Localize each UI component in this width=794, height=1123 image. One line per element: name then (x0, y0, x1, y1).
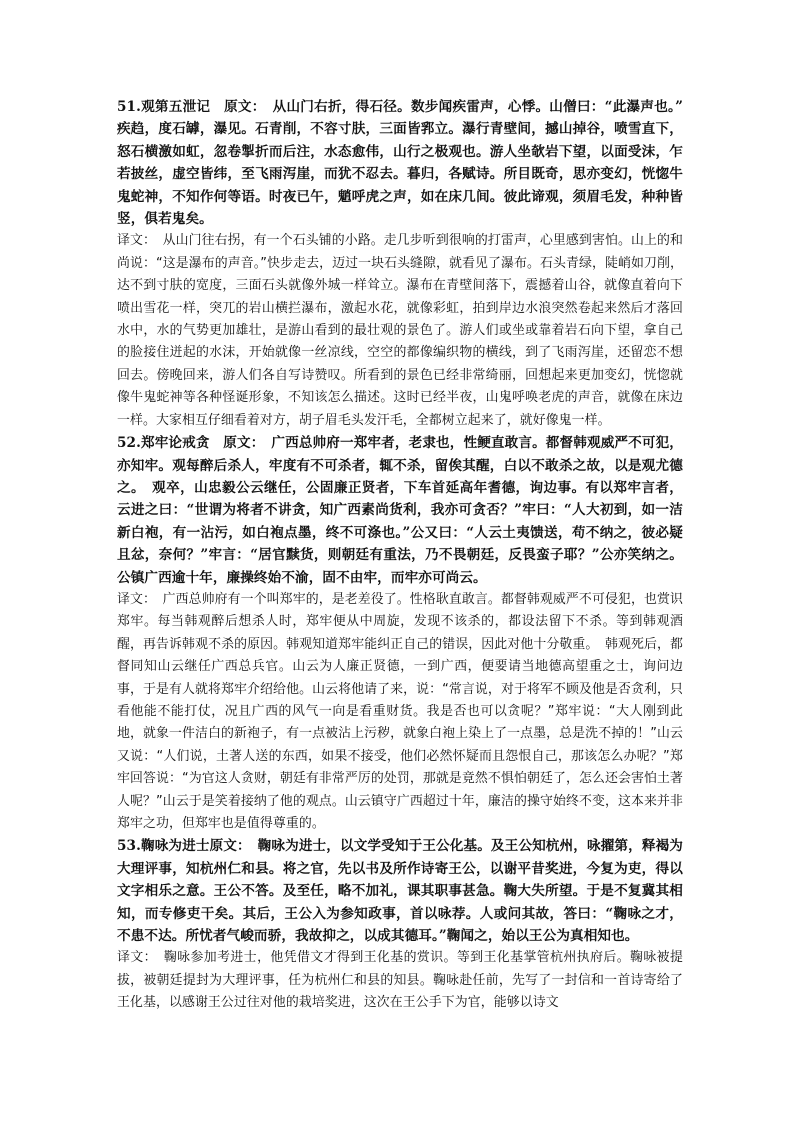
section-51-original: 51.观第五泄记 原文： 从山门右折，得石径。数步闻疾雷声，心悸。山僧曰：“此瀑声也。” 疾趋，度石罅，瀑见。石青削，不容寸肤，三面皆郛立。瀑行青壁间，撼山掉谷，喷雪直下，怒石横激如虹，忽卷掣折而后注，水态愈伟，山行之极观也。游人坐欹岩下望，以面受沫，乍若披丝，虚空皆纬，至飞雨泻崖，而犹不忍去。暮归，各赋诗。所目既奇，思亦变幻，恍惚牛鬼蛇神，不知作何等语。时夜已午，魈呼虎之声，如在床几间。彼此谛观，须眉毛发，种种皆竖，俱若鬼矣。 (117, 99, 683, 228)
section-51-translation: 译文： 从山门往右拐，有一个石头铺的小路。走几步听到很响的打雷声，心里感到害怕。山上的和尚说：“这是瀑布的声音。”快步走去，迈过一块石头缝隙，就看见了瀑布。石头青绿，陡峭如刀削，达不到寸肤的宽度，三面石头就像外城一样耸立。瀑布在青壁间落下，震撼着山谷，就像直着向下喷出雪花一样，突兀的岩山横拦瀑布，激起水花，就像彩虹，拍到岸边水浪突然卷起来然后才落回水中，水的气势更加雄壮，是游山看到的最壮观的景色了。游人们或坐或靠着岩石向下望，拿自己的脸接住迸起的水沫，开始就像一丝凉线，空空的都像编织物的横线，到了飞雨泻崖，还留恋不想回去。傍晚回来，游人们各自写诗赞叹。所看到的景色已经非常绮丽，回想起来更加变幻，恍惚就像牛鬼蛇神等各种怪诞形象，不知该怎么描述。这时已经半夜，山鬼呼唤老虎的声音，就像在床边一样。大家相互仔细看着对方，胡子眉毛头发汗毛，全都树立起来了，就好像鬼一样。 (117, 233, 683, 428)
section-52-original: 52.郑牢论戒贪 原文： 广西总帅府一郑牢者，老隶也，性鲠直敢言。都督韩观威严不可犯，亦知牢。观每醉后杀人，牢度有不可杀者，辄不杀，留俟其醒，白以不敢杀之故，以是观尤德之。 观卒，山忠毅公云继任，公固廉正贤者，下车首延高年耆德，询边事。有以郑牢言者，云进之曰：“世谓为将者不讲贪，知广西素尚货利，我亦可贪否？”牢曰：“人大初到，如一洁新白袍，有一沾污，如白袍点墨，终不可涤也。”公又曰：“人云土夷馈送，苟不纳之，彼必疑且忿，奈何？”牢言：“居官黩货，则朝廷有重法，乃不畏朝廷，反畏蛮子耶？”公亦笑纳之。公镇广西逾十年，廉操终始不渝，固不由牢，而牢亦可尚云。 (117, 435, 683, 586)
section-53-original: 53.鞠咏为进士原文： 鞠咏为进士，以文学受知于王公化基。及王公知杭州，咏擢第，释褐为大理评事，知杭州仁和县。将之官，先以书及所作诗寄王公，以谢平昔奖进，今复为吏，得以文字相乐之意。王公不答。及至任，略不加礼，课其职事甚急。鞠大失所望。于是不复冀其相知，而专修吏干矣。其后，王公入为参知政事，首以咏荐。人或问其故，答曰：“鞠咏之才，不患不达。所忧者气峻而骄，我故抑之，以成其德耳。”鞠闻之，始以王公为真相知也。 (117, 838, 683, 945)
document-page (117, 96, 683, 1015)
section-53-translation: 译文： 鞠咏参加考进士，他凭借文才得到王化基的赏识。等到王化基掌管杭州执府后。鞠咏被提拔，被朝廷提封为大理评事，任为杭州仁和县的知县。鞠咏赴任前，先写了一封信和一首诗寄给了王化基，以感谢王公过往对他的栽培奖进，这次在王公手下为官，能够以诗文 (117, 950, 683, 1011)
section-52-translation: 译文： 广西总帅府有一个叫郑牢的，是老差役了。性格耿直敢言。都督韩观威严不可侵犯，也赏识郑牢。每当韩观醉后想杀人时，郑牢便从中周旋，发现不该杀的，都设法留下不杀。等到韩观酒醒，再告诉韩观不杀的原因。韩观知道郑牢能纠正自己的错误，因此对他十分敬重。 韩观死后，都督同知山云继任广西总兵官。山云为人廉正贤德，一到广西，便要请当地德高望重之士，询问边事，于是有人就将郑牢介绍给他。山云将他请了来，说：“常言说，对于将军不顾及他是否贪利，只看他能不能打仗，况且广西的风气一向是看重财货。我是否也可以贪呢？”郑牢说：“大人刚到此地，就象一件洁白的新袍子，有一点被沾上污秽，就象白袍上染上了一点墨，总是洗不掉的！”山云又说：“人们说，土著人送的东西，如果不接受，他们必然怀疑而且怨恨自己，那该怎么办呢？”郑牢回答说：“为官这人贪财，朝廷有非常严厉的处罚，那就是竟然不惧怕朝廷了，怎么还会害怕土著人呢？”山云于是笑着接纳了他的观点。山云镇守广西超过十年，廉洁的操守始终不变，这本来并非郑牢之功，但郑牢也是值得尊重的。 (117, 591, 683, 831)
